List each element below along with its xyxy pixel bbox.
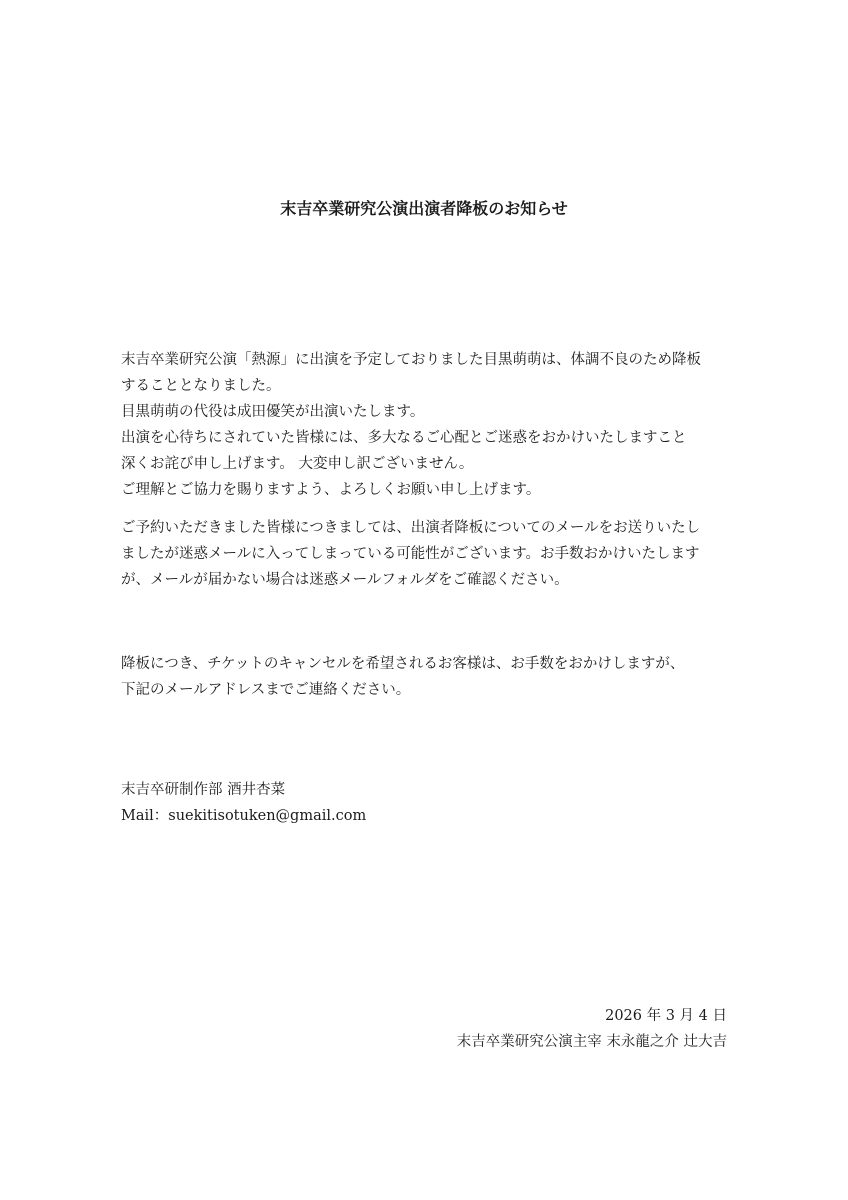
paragraph-line: することとなりました。 (121, 378, 281, 394)
reservation-email-paragraph (121, 515, 741, 593)
announcement-paragraph (121, 347, 741, 503)
paragraph-line: ご理解とご協力を賜りますよう、よろしくお願い申し上げます。 (121, 482, 541, 498)
notice-title: 末吉卒業研究公演出演者降板のお知らせ (280, 199, 568, 218)
paragraph-line: ましたが迷惑メールに入ってしまっている可能性がございます。お手数おかけいたします (121, 546, 700, 562)
paragraph-line: 末吉卒業研究公演「熱源」に出演を予定しておりました目黒萌萌は、体調不良のため降板 (121, 352, 701, 368)
paragraph-line: ご予約いただきました皆様につきましては、出演者降板についてのメールをお送りいたし (121, 520, 701, 536)
paragraph-line: 降板につき、チケットのキャンセルを希望されるお客様は、お手数をおかけしますが、 (121, 656, 685, 672)
paragraph-line: 出演を心待ちにされていた皆様には、多大なるご心配とご迷惑をおかけいたしますこと (121, 430, 687, 446)
cancellation-paragraph (121, 651, 741, 703)
notice-signature: 末吉卒業研究公演主宰 末永龍之介 辻大吉 (456, 1034, 727, 1050)
contact-department: 末吉卒研制作部 酒井杏菜 (121, 782, 286, 798)
contact-email: Mail：suekitisotuken@gmail.com (121, 808, 367, 824)
contact-block (121, 777, 741, 829)
paragraph-line: 下記のメールアドレスまでご連絡ください。 (121, 682, 411, 698)
paragraph-line: 目黒萌萌の代役は成田優笑が出演いたします。 (121, 404, 425, 420)
notice-date: 2026 年 3 月 4 日 (605, 1008, 727, 1024)
paragraph-line: 深くお詫び申し上げます。 大変申し訳ございません。 (121, 456, 474, 472)
paragraph-line: が、メールが届かない場合は迷惑メールフォルダをご確認ください。 (121, 572, 569, 588)
